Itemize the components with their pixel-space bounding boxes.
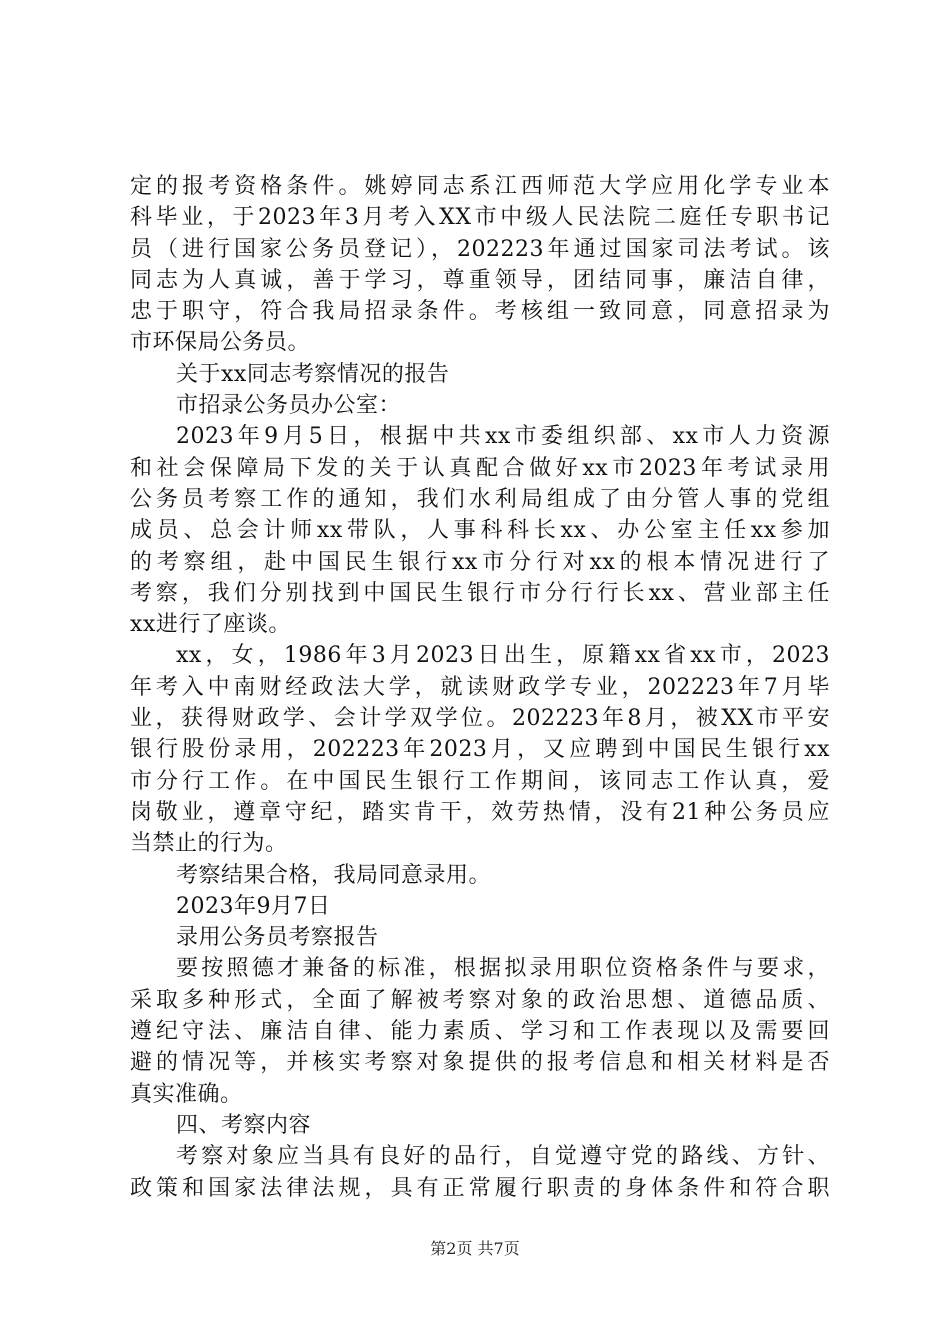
text-line: 成员、总会计师xx带队，人事科科长xx、办公室主任xx参加 xyxy=(130,518,830,544)
page-footer: 第2页 共7页 xyxy=(430,1239,520,1258)
text-line: 员（进行国家公务员登记），202223年通过国家司法考试。该 xyxy=(130,236,830,262)
text-line: 避的情况等，并核实考察对象提供的报考信息和相关材料是否 xyxy=(130,1050,830,1076)
text-line: 市招录公务员办公室： xyxy=(176,393,402,419)
text-line: 考察，我们分别找到中国民生银行市分行行长xx、营业部主任 xyxy=(130,580,830,606)
text-line: xx进行了座谈。 xyxy=(130,612,291,638)
text-line: 和社会保障局下发的关于认真配合做好xx市2023年考试录用 xyxy=(130,455,830,481)
text-line: 公务员考察工作的通知，我们水利局组成了由分管人事的党组 xyxy=(130,486,830,512)
text-line: 业，获得财政学、会计学双学位。202223年8月，被XX市平安 xyxy=(130,706,830,732)
text-line: 政策和国家法律法规，具有正常履行职责的身体条件和符合职 xyxy=(130,1175,830,1201)
text-line: 市环保局公务员。 xyxy=(130,330,311,356)
text-line: 2023年9月7日 xyxy=(176,893,331,919)
text-line: 2023年9月5日，根据中共xx市委组织部、xx市人力资源 xyxy=(176,424,830,450)
text-line: 当禁止的行为。 xyxy=(130,831,288,857)
text-line: 的考察组，赴中国民生银行xx市分行对xx的根本情况进行了 xyxy=(130,549,830,575)
text-line: 真实准确。 xyxy=(130,1081,243,1107)
text-line: 考察对象应当具有良好的品行，自觉遵守党的路线、方针、 xyxy=(176,1144,830,1170)
text-line: 遵纪守法、廉洁自律、能力素质、学习和工作表现以及需要回 xyxy=(130,1019,830,1045)
text-line: 年考入中南财经政法大学，就读财政学专业，202223年7月毕 xyxy=(130,674,830,700)
text-line: 四、考察内容 xyxy=(176,1112,312,1138)
text-line: 岗敬业，遵章守纪，踏实肯干，效劳热情，没有21种公务员应 xyxy=(130,799,830,825)
text-line: 忠于职守，符合我局招录条件。考核组一致同意，同意招录为 xyxy=(130,299,830,325)
text-line: 考察结果合格，我局同意录用。 xyxy=(176,862,492,888)
text-line: 银行股份录用，202223年2023月，又应聘到中国民生银行xx xyxy=(130,737,830,763)
text-line: 同志为人真诚，善于学习，尊重领导，团结同事，廉洁自律， xyxy=(130,267,830,293)
text-line: xx，女，1986年3月2023日出生，原籍xx省xx市，2023 xyxy=(176,643,830,669)
text-line: 要按照德才兼备的标准，根据拟录用职位资格条件与要求， xyxy=(176,956,830,982)
document-body xyxy=(130,171,830,1204)
text-line: 录用公务员考察报告 xyxy=(176,925,379,951)
text-line: 市分行工作。在中国民生银行工作期间，该同志工作认真，爱 xyxy=(130,768,830,794)
text-line: 关于xx同志考察情况的报告 xyxy=(176,361,450,387)
text-line: 定的报考资格条件。姚婷同志系江西师范大学应用化学专业本 xyxy=(130,174,830,199)
text-line: 采取多种形式，全面了解被考察对象的政治思想、道德品质、 xyxy=(130,987,830,1013)
text-line: 科毕业，于2023年3月考入XX市中级人民法院二庭任专职书记 xyxy=(130,205,830,231)
